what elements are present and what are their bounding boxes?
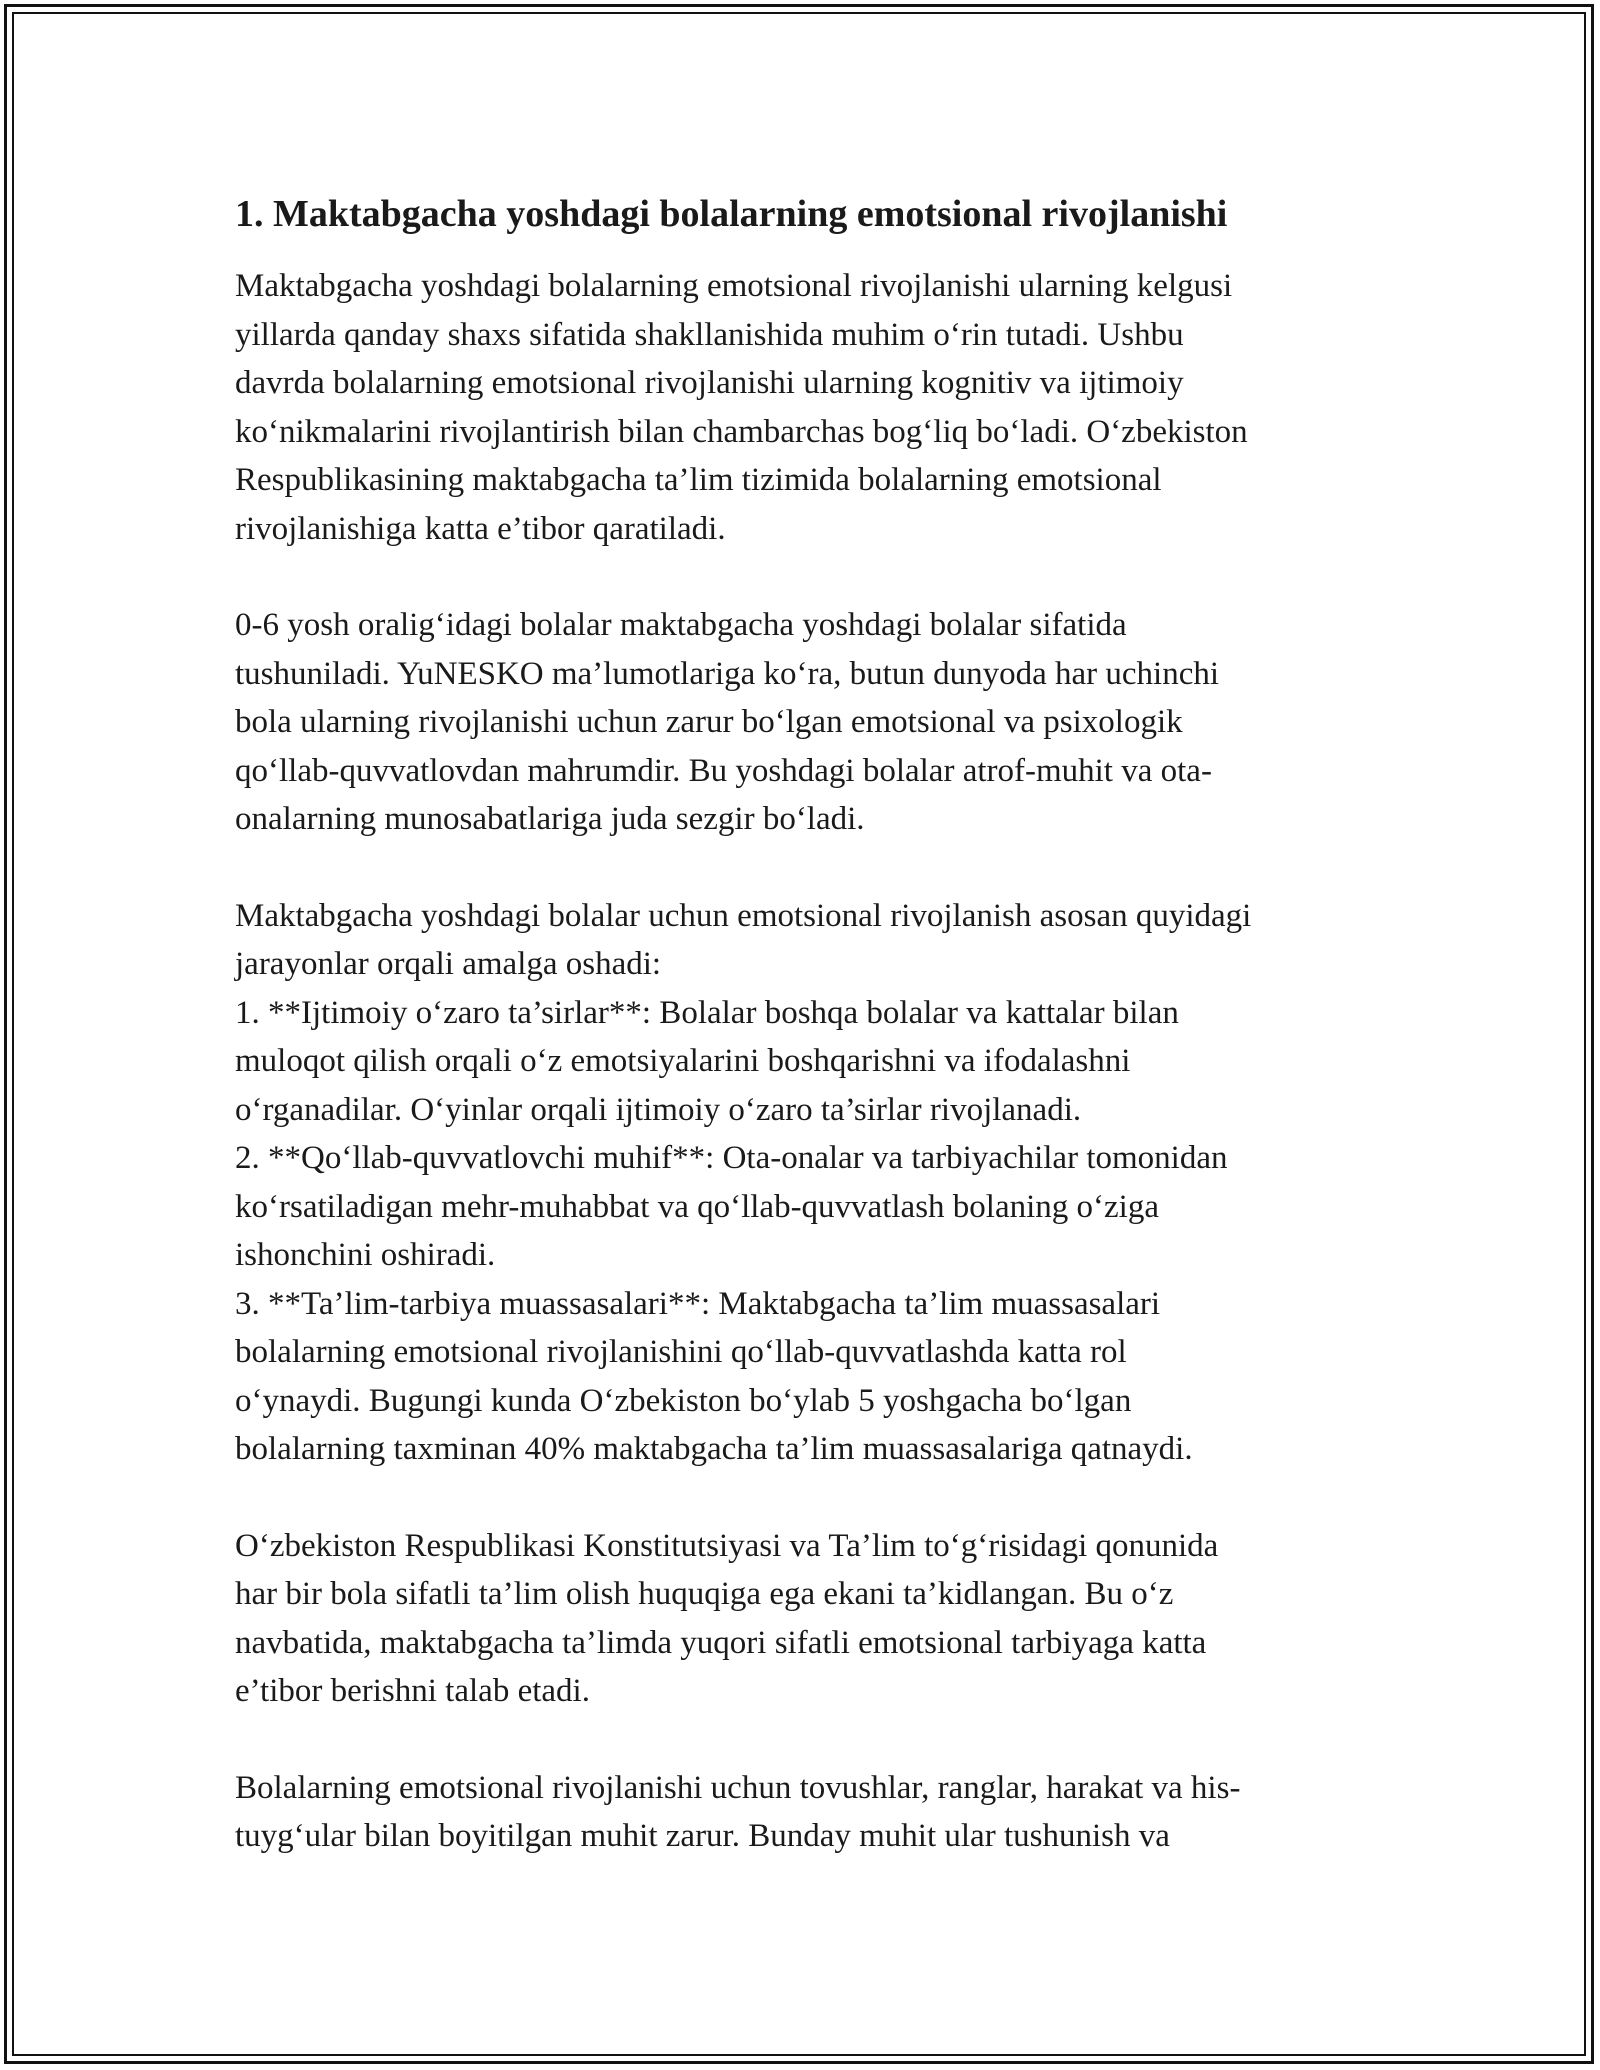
paragraph-list [235, 262, 1375, 1861]
text-line: Maktabgacha yoshdagi bolalar uchun emotsional rivojlanish asosan quyidagi [235, 897, 1252, 934]
text-line: Bolalarning emotsional rivojlanishi uchun tovushlar, ranglar, harakat va his- [235, 1769, 1241, 1806]
text-line: Maktabgacha yoshdagi bolalarning emotsional rivojlanishi ularning kelgusi [235, 268, 1233, 304]
text-line: navbatida, maktabgacha ta’limda yuqori sifatli emotsional tarbiyaga katta [235, 1624, 1207, 1661]
text-line: O‘zbekiston Respublikasi Konstitutsiyasi va Ta’lim to‘g‘risidagi qonunida [235, 1527, 1219, 1564]
text-line: har bir bola sifatli ta’lim olish huquqiga ega ekani ta’kidlangan. Bu o‘z [235, 1576, 1174, 1612]
text-line: muloqot qilish orqali o‘z emotsiyalarini boshqarishni va ifodalashni [235, 1043, 1131, 1079]
text-line: bolalarning emotsional rivojlanishini qo‘llab-quvvatlashda katta rol [235, 1334, 1127, 1370]
document-body [235, 188, 1375, 1909]
text-line: o‘rganadilar. O‘yinlar orqali ijtimoiy o‘zaro ta’sirlar rivojlanadi. [235, 1091, 1082, 1128]
text-line: yillarda qanday shaxs sifatida shakllanishida muhim o‘rin tutadi. Ushbu [235, 316, 1184, 353]
text-line: ko‘rsatiladigan mehr-muhabbat va qo‘llab-quvvatlash bolaning o‘ziga [235, 1188, 1159, 1225]
text-line: 3. **Ta’lim-tarbiya muassasalari**: Maktabgacha ta’lim muassasalari [235, 1285, 1161, 1322]
text-line: rivojlanishiga katta e’tibor qaratiladi. [235, 510, 726, 547]
text-line: davrda bolalarning emotsional rivojlanishi ularning kognitiv va ijtimoiy [235, 365, 1184, 401]
text-line: Respublikasining maktabgacha ta’lim tizimida bolalarning emotsional [235, 462, 1162, 498]
text-line: tuyg‘ular bilan boyitilgan muhit zarur. Bunday muhit ular tushunish va [235, 1818, 1170, 1854]
text-line: 1. **Ijtimoiy o‘zaro ta’sirlar**: Bolalar boshqa bolalar va kattalar bilan [235, 994, 1179, 1031]
text-line: bola ularning rivojlanishi uchun zarur bo‘lgan emotsional va psixologik [235, 704, 1183, 740]
text-line: o‘ynaydi. Bugungi kunda O‘zbekiston bo‘ylab 5 yoshgacha bo‘lgan [235, 1382, 1132, 1419]
paragraph [235, 1764, 1375, 1861]
text-line: onalarning munosabatlariga juda sezgir bo‘ladi. [235, 801, 865, 837]
paragraph [235, 892, 1375, 1474]
text-line: tushuniladi. YuNESKO ma’lumotlariga ko‘ra, butun dunyoda har uchinchi [235, 655, 1220, 692]
text-line: bolalarning taxminan 40% maktabgacha ta’lim muassasalariga qatnaydi. [235, 1431, 1193, 1467]
text-line: 2. **Qo‘llab-quvvatlovchi muhif**: Ota-onalar va tarbiyachilar tomonidan [235, 1140, 1228, 1176]
paragraph [235, 601, 1375, 844]
section-heading: 1. Maktabgacha yoshdagi bolalarning emotsional rivojlanishi [235, 193, 1228, 235]
text-line: ishonchini oshiradi. [235, 1237, 496, 1273]
paragraph [235, 1522, 1375, 1716]
text-line: e’tibor berishni talab etadi. [235, 1673, 590, 1709]
text-line: qo‘llab-quvvatlovdan mahrumdir. Bu yoshdagi bolalar atrof-muhit va ota- [235, 752, 1212, 789]
text-line: jarayonlar orqali amalga oshadi: [235, 946, 662, 982]
paragraph [235, 262, 1375, 553]
text-line: ko‘nikmalarini rivojlantirish bilan chambarchas bog‘liq bo‘ladi. O‘zbekiston [235, 413, 1248, 450]
text-line: 0-6 yosh oralig‘idagi bolalar maktabgacha yoshdagi bolalar sifatida [235, 607, 1127, 643]
